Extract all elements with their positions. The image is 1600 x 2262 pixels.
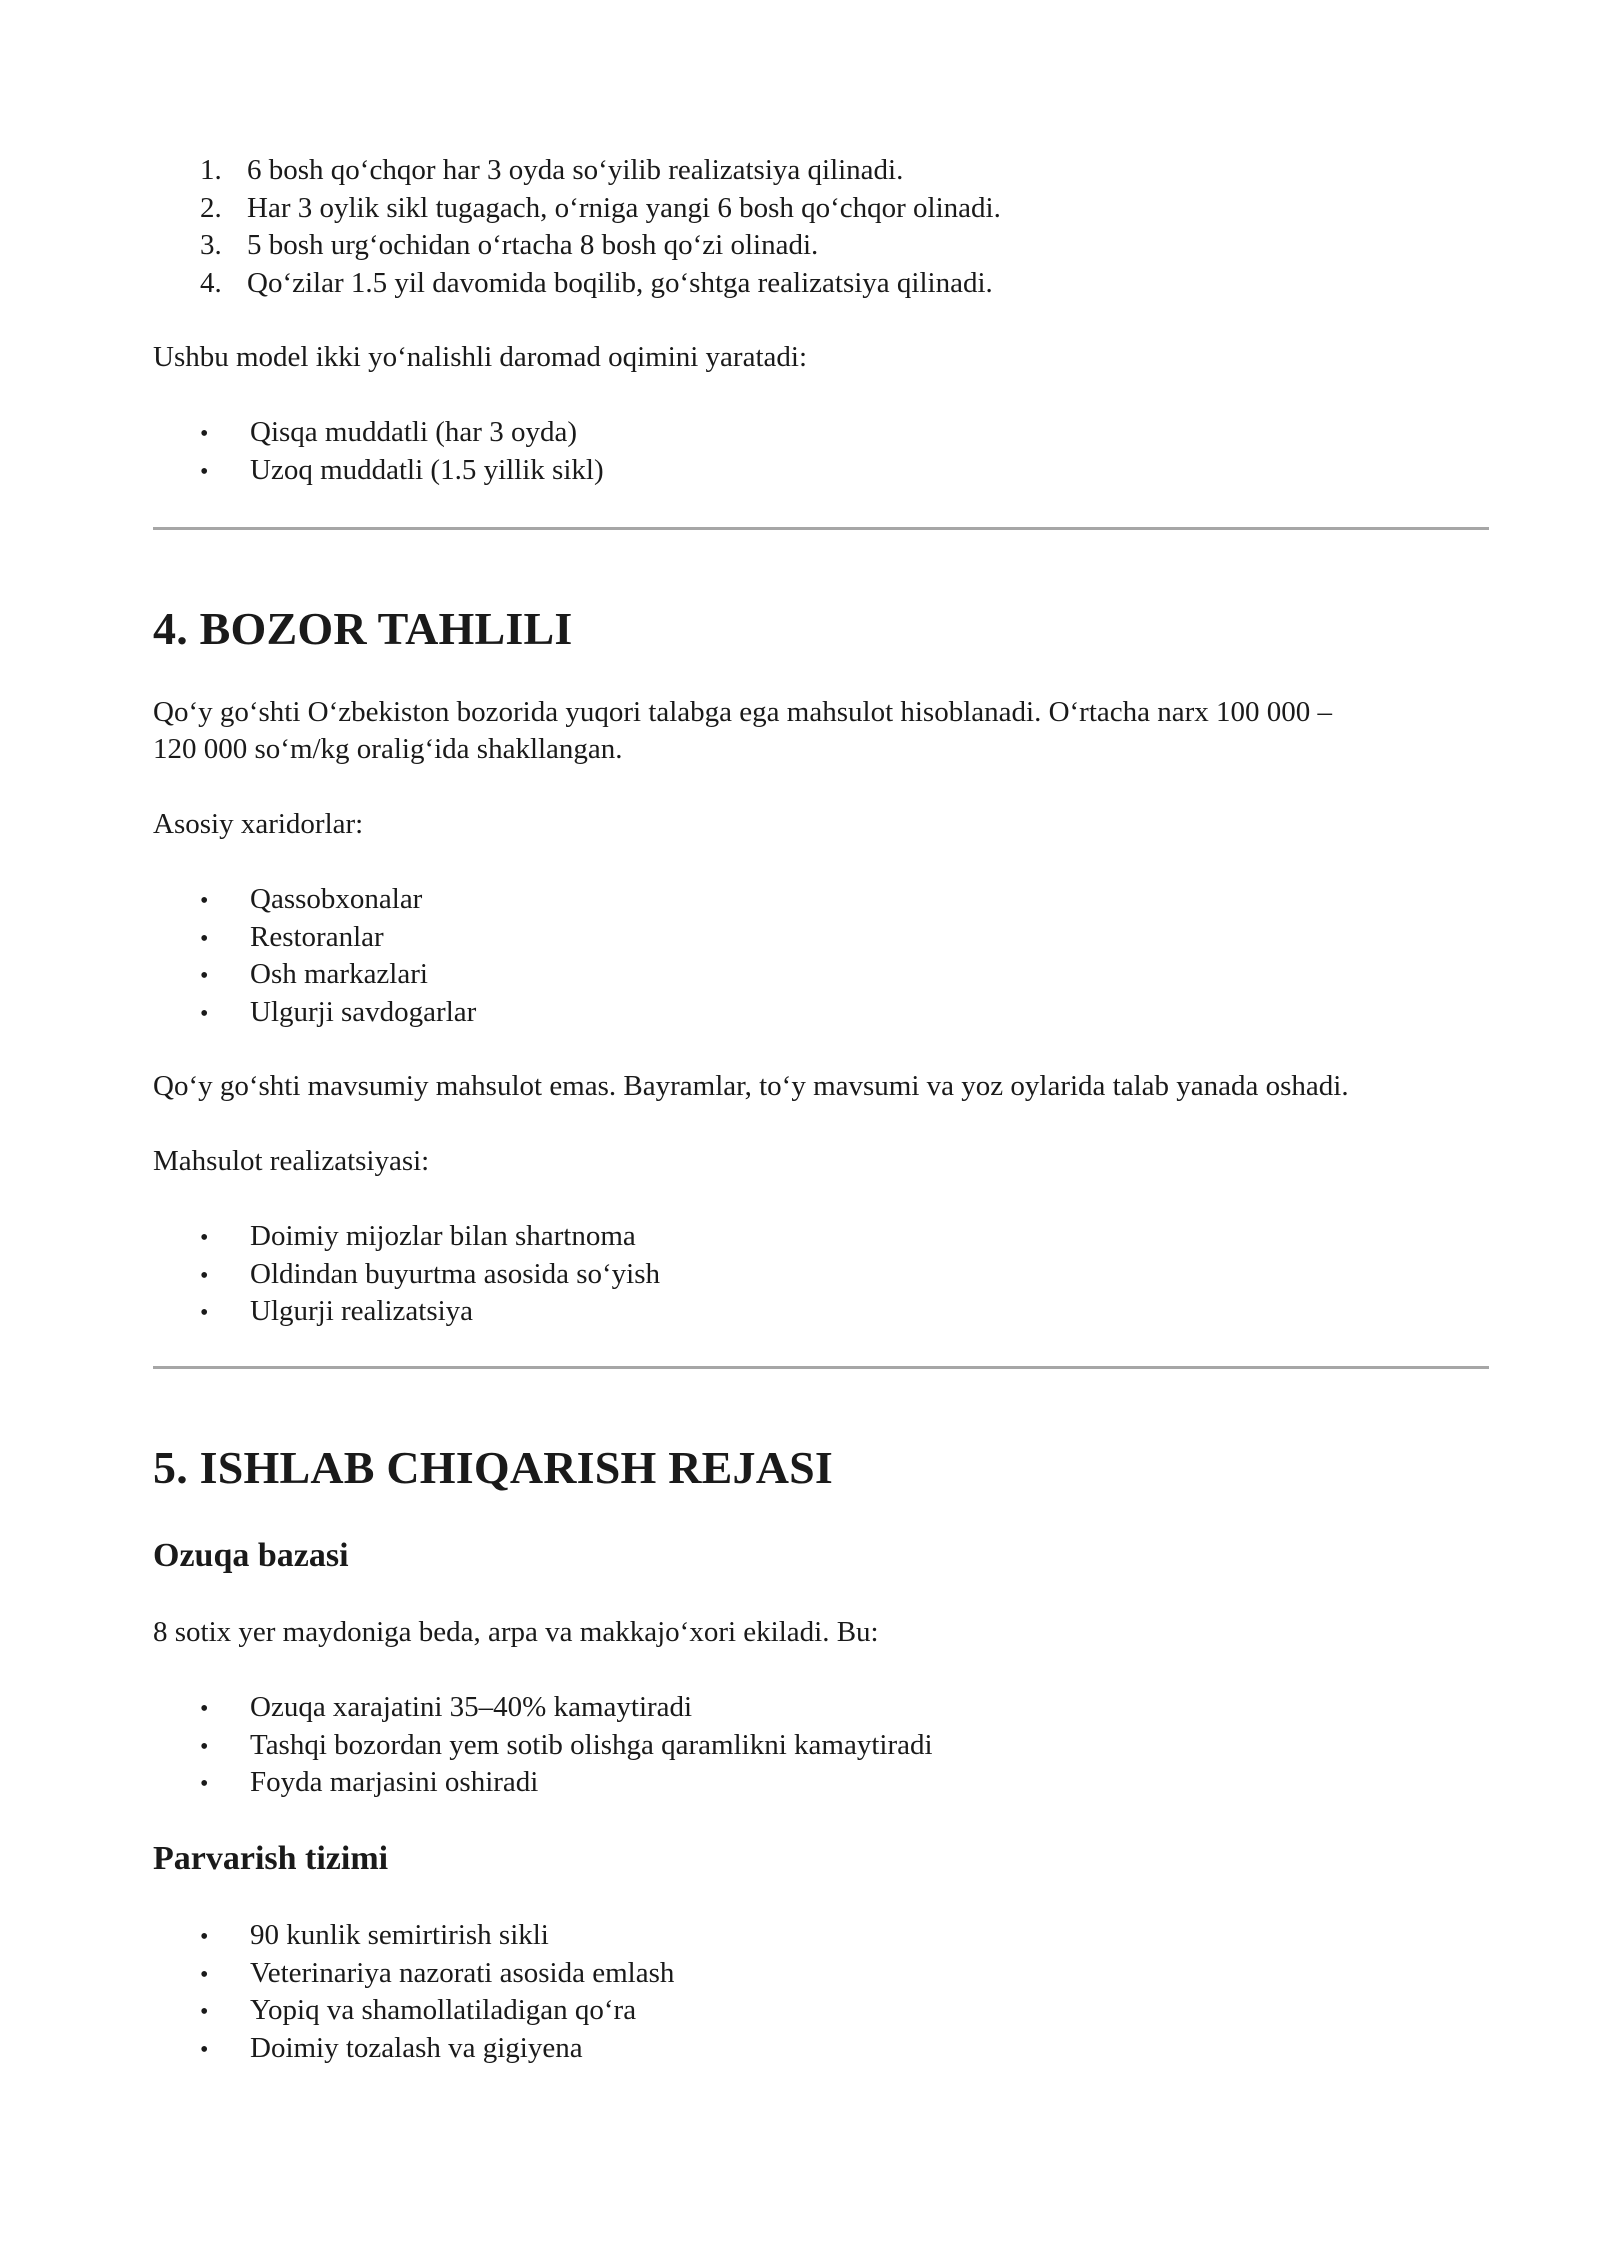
list-item bbox=[200, 265, 1001, 303]
list-item-text: Har 3 oylik sikl tugagach, o‘rniga yangi 6 bosh qo‘chqor olinadi. bbox=[247, 191, 1001, 224]
bullet-icon: • bbox=[200, 1262, 209, 1289]
income-intro: Ushbu model ikki yo‘nalishli daromad oqimini yaratadi: bbox=[153, 341, 808, 373]
bullet-icon: • bbox=[200, 963, 209, 989]
list-item-text: 6 bosh qo‘chqor har 3 oyda so‘yilib realizatsiya qilinadi. bbox=[247, 154, 904, 186]
market-intro-line-2: 120 000 so‘m/kg oralig‘ida shakllangan. bbox=[153, 733, 623, 765]
list-item-text: Ulgurji realizatsiya bbox=[250, 1295, 474, 1327]
list-item bbox=[200, 414, 604, 452]
list-item-text: Qo‘zilar 1.5 yil davomida boqilib, go‘shtga realizatsiya qilinadi. bbox=[247, 266, 993, 299]
bullet-icon: • bbox=[200, 1000, 209, 1027]
list-item bbox=[200, 1689, 933, 1727]
steps-list bbox=[200, 152, 1001, 302]
list-item-text: Qassobxonalar bbox=[250, 883, 423, 915]
list-item-text: Uzoq muddatli (1.5 yillik sikl) bbox=[250, 453, 604, 486]
list-item bbox=[200, 452, 604, 490]
list-item-text: Restoranlar bbox=[250, 920, 384, 953]
care-list bbox=[200, 1917, 674, 2067]
list-number: 2. bbox=[200, 191, 222, 224]
feed-text: 8 sotix yer maydoniga beda, arpa va makkajo‘xori ekiladi. Bu: bbox=[153, 1616, 879, 1648]
list-item-text: Oldindan buyurtma asosida so‘yish bbox=[250, 1257, 660, 1290]
seasonality-text: Qo‘y go‘shti mavsumiy mahsulot emas. Bayramlar, to‘y mavsumi va yoz oylarida talab yanada oshadi. bbox=[153, 1070, 1349, 1102]
list-item-text: Osh markazlari bbox=[250, 958, 428, 990]
list-item-text: Ulgurji savdogarlar bbox=[250, 995, 477, 1028]
buyers-list bbox=[200, 881, 476, 1031]
list-item bbox=[200, 1293, 660, 1331]
list-item bbox=[200, 227, 1001, 265]
section-divider bbox=[153, 1366, 1489, 1369]
list-item bbox=[200, 881, 476, 919]
list-item bbox=[200, 919, 476, 957]
feed-list bbox=[200, 1689, 933, 1802]
bullet-icon: • bbox=[200, 1961, 209, 1988]
bullet-icon: • bbox=[200, 1771, 209, 1797]
list-item bbox=[200, 152, 1001, 190]
list-item-text: Veterinariya nazorati asosida emlash bbox=[250, 1956, 675, 1989]
list-item-text: Foyda marjasini oshiradi bbox=[250, 1766, 539, 1798]
section-5-heading: 5. ISHLAB CHIQARISH REJASI bbox=[153, 1442, 834, 1493]
bullet-icon: • bbox=[200, 1300, 209, 1326]
list-item bbox=[200, 2030, 674, 2068]
list-item bbox=[200, 1955, 674, 1993]
list-item-text: Ozuqa xarajatini 35–40% kamaytiradi bbox=[250, 1691, 693, 1723]
list-item-text: Qisqa muddatli (har 3 oyda) bbox=[250, 416, 577, 448]
list-number: 1. bbox=[200, 154, 222, 186]
list-item bbox=[200, 956, 476, 994]
sales-list bbox=[200, 1218, 660, 1331]
care-subheading: Parvarish tizimi bbox=[153, 1840, 389, 1877]
list-item bbox=[200, 1764, 933, 1802]
buyers-label: Asosiy xaridorlar: bbox=[153, 808, 364, 840]
list-item-text: Doimiy mijozlar bilan shartnoma bbox=[250, 1220, 636, 1252]
bullet-icon: • bbox=[200, 1924, 209, 1950]
bullet-icon: • bbox=[200, 888, 209, 914]
section-divider bbox=[153, 527, 1489, 530]
list-item-text: Doimiy tozalash va gigiyena bbox=[250, 2031, 583, 2064]
list-item bbox=[200, 190, 1001, 228]
bullet-icon: • bbox=[200, 1225, 209, 1251]
income-list bbox=[200, 414, 604, 489]
section-4-heading: 4. BOZOR TAHLILI bbox=[153, 603, 573, 654]
list-number: 3. bbox=[200, 229, 222, 261]
list-item-text: Tashqi bozordan yem sotib olishga qaramlikni kamaytiradi bbox=[250, 1728, 933, 1761]
list-number: 4. bbox=[200, 266, 222, 299]
list-item bbox=[200, 1992, 674, 2030]
bullet-icon: • bbox=[200, 421, 209, 447]
market-intro-line-1: Qo‘y go‘shti O‘zbekiston bozorida yuqori talabga ega mahsulot hisoblanadi. O‘rtacha narx 100 000 – bbox=[153, 696, 1333, 728]
bullet-icon: • bbox=[200, 1999, 209, 2025]
bullet-icon: • bbox=[200, 1696, 209, 1722]
sales-label: Mahsulot realizatsiyasi: bbox=[153, 1145, 430, 1177]
list-item bbox=[200, 1727, 933, 1765]
list-item-text: 5 bosh urg‘ochidan o‘rtacha 8 bosh qo‘zi olinadi. bbox=[247, 229, 819, 261]
list-item bbox=[200, 994, 476, 1032]
list-item bbox=[200, 1218, 660, 1256]
bullet-icon: • bbox=[200, 925, 209, 952]
bullet-icon: • bbox=[200, 458, 209, 485]
list-item-text: 90 kunlik semirtirish sikli bbox=[250, 1919, 549, 1951]
list-item-text: Yopiq va shamollatiladigan qo‘ra bbox=[250, 1994, 637, 2026]
feed-subheading: Ozuqa bazasi bbox=[153, 1537, 349, 1574]
bullet-icon: • bbox=[200, 1733, 209, 1760]
list-item bbox=[200, 1256, 660, 1294]
bullet-icon: • bbox=[200, 2036, 209, 2063]
list-item bbox=[200, 1917, 674, 1955]
